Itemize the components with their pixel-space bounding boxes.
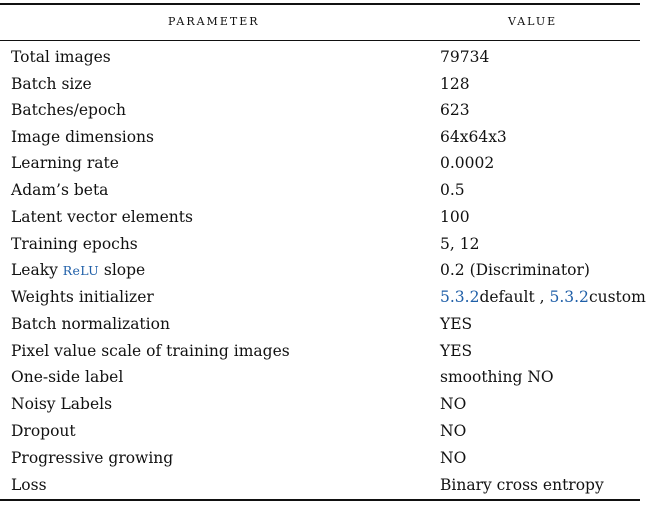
row-parameter: Progressive growing [11, 449, 174, 467]
row-parameter-prefix: Leaky [11, 261, 63, 279]
row-parameter: Batches/epoch [11, 101, 126, 119]
table-row [0, 472, 640, 499]
row-value: 0.0002 [440, 154, 495, 172]
table-row [0, 177, 640, 204]
table-row [0, 418, 640, 445]
table-row [0, 445, 640, 472]
row-parameter: Adam’s beta [11, 181, 109, 199]
table-row [0, 231, 640, 258]
row-value: 623 [440, 101, 470, 119]
row-parameter: Pixel value scale of training images [11, 342, 290, 360]
row-value: YES [440, 315, 473, 333]
relu-link[interactable]: ReLU [62, 263, 99, 278]
row-parameter: Noisy Labels [11, 395, 113, 413]
row-value: 128 [440, 75, 470, 93]
table-row [0, 44, 640, 71]
table-row [0, 311, 640, 338]
row-parameter: Latent vector elements [11, 208, 193, 226]
row-value: YES [440, 342, 473, 360]
row-parameter: Image dimensions [11, 128, 154, 146]
row-value: 79734 [440, 48, 490, 66]
table-row [0, 257, 640, 284]
table-bottom-rule [0, 499, 640, 501]
column-header-value: VALUE [508, 15, 558, 28]
row-parameter: Weights initializer [11, 288, 154, 306]
row-parameter: Dropout [11, 422, 76, 440]
row-value: smoothing NO [440, 368, 554, 386]
row-value: 64x64x3 [440, 128, 507, 146]
row-value: NO [440, 422, 467, 440]
row-value: Binary cross entropy [440, 476, 604, 494]
row-value: NO [440, 449, 467, 467]
row-value: 0.5 [440, 181, 465, 199]
row-parameter: Batch size [11, 75, 92, 93]
row-parameter: Loss [11, 476, 47, 494]
column-header-parameter: PARAMETER [168, 15, 260, 28]
table-header-rule [0, 40, 640, 41]
row-parameter: One-side label [11, 368, 124, 386]
table-row [0, 124, 640, 151]
section-link[interactable]: 5.3.2 [549, 288, 589, 306]
row-value: 100 [440, 208, 470, 226]
table-row [0, 391, 640, 418]
row-value: 5, 12 [440, 235, 480, 253]
table-row [0, 338, 640, 365]
row-parameter: Learning rate [11, 154, 119, 172]
table-row [0, 284, 646, 311]
row-parameter: Training epochs [11, 235, 138, 253]
row-value: NO [440, 395, 467, 413]
table-row [0, 97, 640, 124]
section-link[interactable]: 5.3.2 [440, 288, 480, 306]
row-parameter-suffix: slope [98, 261, 146, 279]
row-value-text: custom [588, 288, 646, 306]
table-row [0, 204, 640, 231]
table-top-rule [0, 3, 640, 5]
row-parameter [11, 257, 145, 284]
row-parameter: Total images [11, 48, 111, 66]
row-value-text: default , [479, 288, 550, 306]
table-row [0, 71, 640, 98]
table-row [0, 364, 640, 391]
row-value [440, 284, 646, 311]
row-value: 0.2 (Discriminator) [440, 261, 590, 279]
row-parameter: Batch normalization [11, 315, 170, 333]
table-row [0, 150, 640, 177]
